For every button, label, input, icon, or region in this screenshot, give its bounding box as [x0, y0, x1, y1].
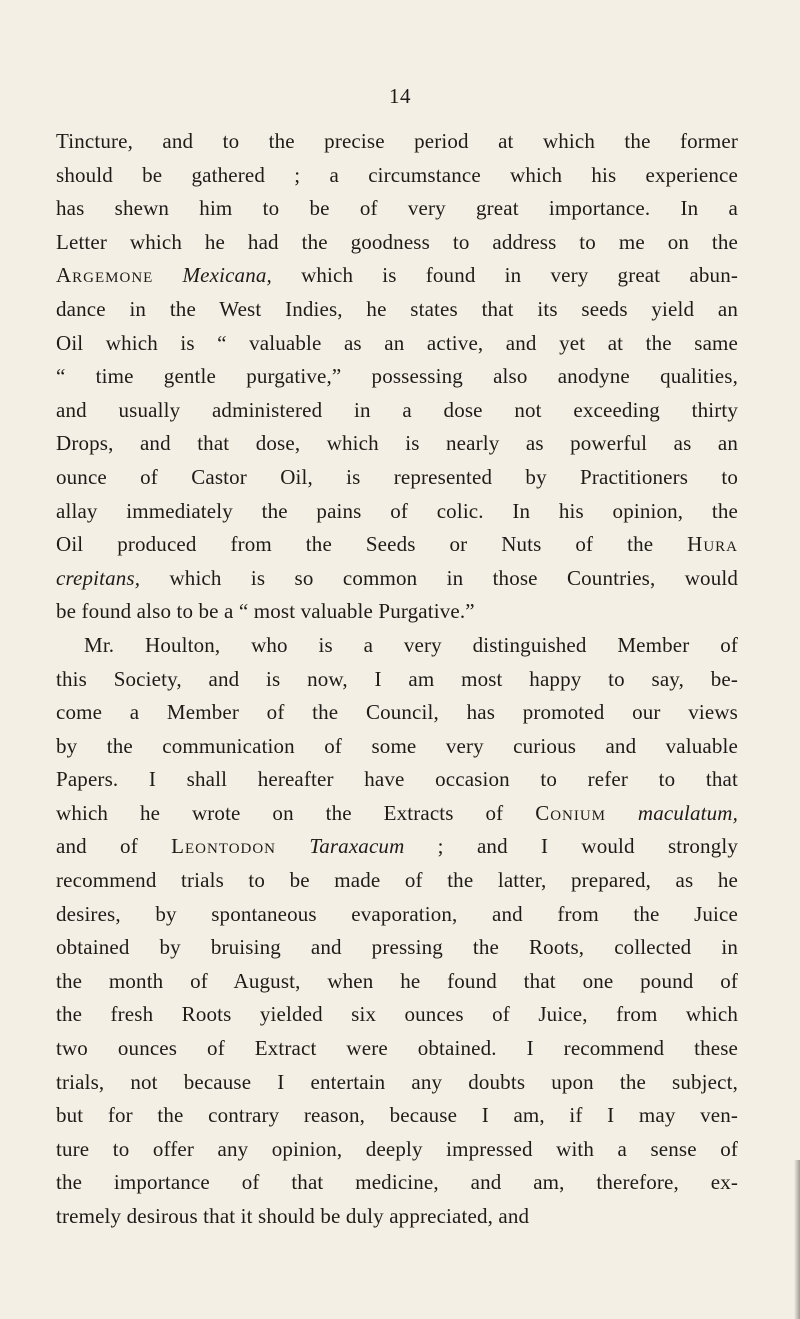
plant-genus-hura: Hura	[687, 532, 738, 557]
text-line: come a Member of the Council, has promoted our views	[56, 700, 738, 725]
text-line: “ time gentle purgative,” possessing also anodyne qualities,	[56, 364, 738, 389]
text-line: Mr. Houlton, who is a very distinguished Member of	[84, 632, 738, 657]
text-line: allay immediately the pains of colic. In his opinion, the	[56, 498, 738, 523]
page-number: 14	[389, 84, 411, 108]
page-edge-shadow	[794, 1160, 800, 1319]
text-line: trials, not because I entertain any doubts upon the subject,	[56, 1069, 738, 1094]
plant-genus-argemone: Argemone	[56, 263, 154, 288]
text-line: but for the contrary reason, because I am, if I may ven-	[56, 1103, 738, 1128]
text-line: be found also to be a “ most valuable Purgative.”	[56, 599, 475, 624]
text-line: crepitans, which is so common in those Countries, would	[56, 565, 738, 590]
text-line: Letter which he had the goodness to address to me on the	[56, 229, 738, 254]
text-line: Papers. I shall hereafter have occasion to refer to that	[56, 767, 738, 792]
text-line: should be gathered ; a circumstance which his experience	[56, 162, 738, 187]
text-line: which he wrote on the Extracts of Conium maculatum,	[56, 800, 738, 825]
plant-species-maculatum: maculatum,	[637, 800, 738, 825]
text-line: Argemone Mexicana, which is found in very great abun-	[56, 263, 738, 288]
text-line: two ounces of Extract were obtained. I recommend these	[56, 1036, 738, 1061]
text-line: the importance of that medicine, and am, therefore, ex-	[56, 1170, 738, 1195]
plant-species-taraxacum: Taraxacum	[309, 834, 405, 859]
text-line: the month of August, when he found that one pound of	[56, 968, 738, 993]
plant-genus-conium: Conium	[535, 800, 607, 825]
body-text	[56, 125, 738, 1234]
paragraph-1	[56, 125, 738, 629]
text-line: Oil produced from the Seeds or Nuts of the Hura	[56, 532, 738, 557]
text-line: desires, by spontaneous evaporation, and from the Juice	[56, 901, 738, 926]
text-line: and usually administered in a dose not exceeding thirty	[56, 397, 738, 422]
text-line: has shewn him to be of very great importance. In a	[56, 196, 738, 221]
text-line: and of Leontodon Taraxacum ; and I would strongly	[56, 834, 738, 859]
paragraph-2	[56, 629, 738, 1234]
plant-genus-leontodon: Leontodon	[171, 834, 277, 859]
text-line: Oil which is “ valuable as an active, and yet at the same	[56, 330, 738, 355]
text-line: Tincture, and to the precise period at which the former	[56, 129, 738, 153]
text-line: by the communication of some very curious and valuable	[56, 733, 738, 758]
text-line: Drops, and that dose, which is nearly as powerful as an	[56, 431, 738, 456]
text-line: the fresh Roots yielded six ounces of Juice, from which	[56, 1002, 738, 1027]
text-line: recommend trials to be made of the latter, prepared, as he	[56, 868, 738, 893]
text-line: obtained by bruising and pressing the Roots, collected in	[56, 935, 738, 960]
text-line: ture to offer any opinion, deeply impressed with a sense of	[56, 1136, 738, 1161]
plant-species-mexicana: Mexicana,	[182, 263, 272, 288]
plant-species-crepitans: crepitans,	[56, 565, 141, 590]
text-line: this Society, and is now, I am most happy to say, be-	[56, 666, 738, 691]
text-line: tremely desirous that it should be duly appreciated, and	[56, 1204, 530, 1228]
text-line: ounce of Castor Oil, is represented by Practitioners to	[56, 464, 738, 489]
text-line: dance in the West Indies, he states that its seeds yield an	[56, 296, 738, 321]
